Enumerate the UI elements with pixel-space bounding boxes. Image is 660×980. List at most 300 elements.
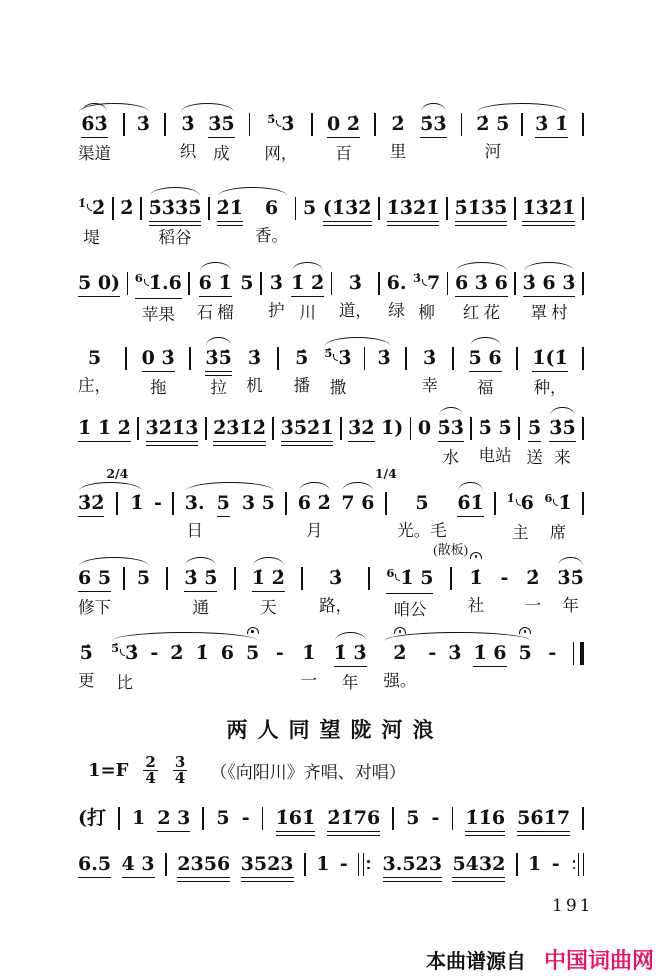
note-token xyxy=(78,852,111,906)
lyric xyxy=(200,669,204,693)
note-text: $^{1̇}$ 6 xyxy=(506,491,534,514)
lyric xyxy=(278,669,282,693)
music-system xyxy=(78,852,584,906)
note-text: $^6$ 1̇ 5 xyxy=(386,566,433,594)
note-token xyxy=(455,196,508,250)
repeat-dots xyxy=(573,860,576,870)
music-system xyxy=(78,416,584,470)
note-text: 5̇ xyxy=(79,642,93,664)
barline xyxy=(452,806,454,830)
grace-note: 6 xyxy=(544,491,558,505)
barline xyxy=(514,271,516,295)
music-system xyxy=(78,641,584,695)
slur-group xyxy=(324,346,390,400)
note-token xyxy=(213,416,266,470)
lyric: 绿 xyxy=(388,301,405,320)
lyric xyxy=(356,519,360,543)
note-token xyxy=(557,566,583,618)
note-text: 5 xyxy=(217,491,230,517)
note-token xyxy=(264,112,297,166)
barline xyxy=(582,416,584,440)
note-text: 3̇2̇ xyxy=(78,491,104,517)
note-token xyxy=(180,112,197,164)
note-token xyxy=(255,196,288,248)
note-text: 5 xyxy=(136,567,151,589)
note-text: 1̇(1̇ xyxy=(532,346,567,372)
grace-note: 5̇ xyxy=(111,641,125,655)
note-token xyxy=(170,641,183,693)
note-text: 2 3 xyxy=(157,806,190,832)
time-signature-change: 2/4 xyxy=(106,466,129,481)
note-token xyxy=(78,112,111,166)
note-token xyxy=(406,806,419,858)
barline xyxy=(405,346,407,370)
note-token xyxy=(240,271,253,323)
slur-group xyxy=(217,196,288,250)
barline xyxy=(311,112,313,136)
note-text: 5̇ xyxy=(295,347,309,369)
barline xyxy=(208,196,210,220)
lyric: 主 xyxy=(512,523,529,542)
note-text: 5̇3̇ xyxy=(420,112,446,138)
note-token xyxy=(452,852,505,906)
lyric: 网， xyxy=(264,144,298,163)
note-text: 3̇ xyxy=(448,642,462,664)
barline xyxy=(374,466,397,515)
note-text: 1̇ 3̇ xyxy=(334,641,367,667)
fermata-icon xyxy=(519,627,531,634)
note-text: 6. xyxy=(386,272,407,294)
note-text: - xyxy=(551,853,560,875)
note-text: - xyxy=(241,807,250,829)
note-text: 2̇ 5̇ xyxy=(476,113,510,135)
lyric xyxy=(265,882,269,906)
barline xyxy=(518,416,520,440)
note-text: 2̇ xyxy=(391,113,405,135)
note-text: 1̇ xyxy=(195,642,209,664)
note-text: - xyxy=(150,642,159,664)
repeat-start-barline xyxy=(358,852,372,876)
note-token xyxy=(122,852,155,906)
note-token xyxy=(455,271,508,325)
note-token xyxy=(339,271,372,323)
barline xyxy=(262,806,264,830)
lyric xyxy=(136,882,140,906)
lyric: 播 xyxy=(293,376,310,395)
music-system xyxy=(78,112,584,166)
time-signature xyxy=(143,755,157,786)
barline xyxy=(582,346,584,370)
note-token xyxy=(78,196,105,250)
note-token xyxy=(549,416,575,470)
barline xyxy=(331,271,333,295)
note-text: $^{5̇}$ 3̇ xyxy=(324,346,352,369)
barline xyxy=(447,271,449,295)
note-text: 7 6 xyxy=(341,492,375,514)
note-text: - xyxy=(339,853,348,875)
note-text: 4 3 xyxy=(122,852,155,878)
note-text: 3 5 xyxy=(241,492,275,514)
note-text: 2̇1̇ xyxy=(217,196,243,222)
note-token xyxy=(196,641,209,693)
lyric: 渠道 xyxy=(78,144,111,163)
lyric: 席 xyxy=(549,523,567,542)
lyric: 种， xyxy=(533,378,567,397)
note-token xyxy=(390,112,407,164)
barline xyxy=(260,271,262,295)
barline xyxy=(295,196,297,220)
note-text: - xyxy=(500,567,509,589)
barline xyxy=(285,491,287,515)
note-text: 5 xyxy=(240,272,254,294)
note-token xyxy=(137,112,150,164)
note-token xyxy=(293,346,310,398)
lyric xyxy=(431,142,435,166)
lyric: 咱公 xyxy=(393,600,427,619)
note-text: 3̇5̇2̇1̇ xyxy=(281,416,334,442)
barline xyxy=(582,271,584,295)
note-token xyxy=(242,806,250,858)
note-token xyxy=(78,806,106,858)
key-line xyxy=(88,755,406,786)
note-token xyxy=(241,852,294,906)
lyric xyxy=(135,519,139,543)
note-text: 5 xyxy=(406,807,420,829)
note-token xyxy=(377,346,390,398)
lyric: 拖 xyxy=(149,378,167,397)
note-token xyxy=(281,416,334,470)
note-text: 3̇ xyxy=(247,347,262,369)
note-text: 1̇3̇2̇1̇ xyxy=(522,196,575,222)
note-text: $^6$ 1̇.6 xyxy=(135,271,182,299)
note-text: 6 1̇ xyxy=(199,271,232,297)
note-token xyxy=(205,346,231,400)
lyric xyxy=(97,301,101,325)
barline xyxy=(125,346,127,370)
note-token xyxy=(197,271,234,325)
note-token xyxy=(246,346,263,398)
page-number: 191 xyxy=(552,896,594,916)
note-text: 6̇3̇ xyxy=(81,112,107,138)
barline xyxy=(433,542,468,590)
note-text: 2̇3̇1̇2̇ xyxy=(213,416,266,442)
note-token xyxy=(476,112,509,164)
lyric xyxy=(533,880,537,904)
lyric: 石 榴 xyxy=(196,303,234,322)
note-token xyxy=(78,566,111,620)
lyric xyxy=(251,669,255,693)
note-token xyxy=(291,271,324,325)
lyric xyxy=(92,882,96,906)
slur-group xyxy=(476,112,568,166)
note-text: 2̇ xyxy=(393,641,406,665)
barline xyxy=(112,196,114,220)
lyric xyxy=(411,226,415,250)
barline xyxy=(582,806,584,830)
lyric: 川 xyxy=(299,303,316,322)
note-token xyxy=(150,641,158,693)
note-text: 1 xyxy=(528,853,542,875)
lyric: 天 xyxy=(260,598,277,617)
lyric: 百 xyxy=(335,144,352,163)
lyric: 织 xyxy=(179,142,197,161)
note-text: 3̇5̇ xyxy=(205,346,231,372)
note-token xyxy=(276,641,284,693)
slur-group xyxy=(78,112,150,166)
note-token xyxy=(78,491,104,545)
barline xyxy=(368,566,370,590)
note-text: 3. xyxy=(184,492,205,514)
note-token xyxy=(132,806,145,858)
note-text: 5 0) xyxy=(78,271,120,297)
lyric: 年 xyxy=(341,673,359,692)
lyric: 更 xyxy=(78,671,95,690)
barline xyxy=(172,491,174,515)
lyric xyxy=(237,446,241,470)
lyric xyxy=(345,226,349,250)
note-text: 2̇ xyxy=(120,197,134,219)
note-text: 3.523 xyxy=(383,852,443,878)
barline xyxy=(516,852,518,876)
note-token xyxy=(217,491,230,545)
note-token xyxy=(135,271,182,327)
lyric: 机 xyxy=(246,376,263,395)
lyric xyxy=(221,521,225,545)
note-token xyxy=(526,416,543,470)
lyric xyxy=(125,224,129,248)
lyric xyxy=(502,594,506,618)
note-token xyxy=(300,641,317,693)
lyric: 道， xyxy=(338,301,372,320)
lyric xyxy=(382,374,386,398)
lyric xyxy=(228,226,232,250)
lyric xyxy=(321,880,325,904)
music-system xyxy=(78,196,584,250)
note-text: $^{3̇}$ 7 xyxy=(412,271,441,294)
note-token xyxy=(142,346,175,400)
lyric: 柳 xyxy=(418,303,435,322)
slur-group xyxy=(383,641,531,695)
note-token xyxy=(479,416,512,468)
repeat-dots xyxy=(367,860,370,870)
lyric: 堤 xyxy=(83,228,100,247)
note-token xyxy=(528,852,541,904)
lyric xyxy=(305,446,309,470)
barline xyxy=(582,112,584,136)
lyric xyxy=(141,594,145,618)
note-token xyxy=(111,641,138,695)
slur-group xyxy=(111,641,259,695)
barline xyxy=(205,416,207,440)
barline xyxy=(166,566,168,590)
lyric xyxy=(202,882,206,906)
lyric xyxy=(152,669,156,693)
time-signature xyxy=(173,755,187,786)
note-text: 6̇1̇ xyxy=(457,491,483,517)
barline xyxy=(272,416,274,440)
note-text: 1 xyxy=(131,807,146,829)
note-token xyxy=(421,346,438,398)
music-system xyxy=(78,466,584,545)
grace-note: 5̇ xyxy=(267,112,281,126)
note-token xyxy=(242,491,275,543)
note-token xyxy=(268,271,285,323)
lyric: 稻谷 xyxy=(158,228,192,247)
note-token xyxy=(535,112,568,166)
note-text: 0 3̇ xyxy=(142,346,175,372)
lyric xyxy=(359,446,363,470)
lyric xyxy=(89,521,93,545)
lyric xyxy=(477,882,481,906)
note-token xyxy=(319,566,352,618)
note-token xyxy=(522,196,575,250)
grace-note: 1̇ xyxy=(78,196,92,210)
note-text: 5 xyxy=(303,197,317,219)
music-system xyxy=(78,271,584,327)
note-token xyxy=(78,641,95,693)
barline xyxy=(494,491,496,515)
note-text: 6 3̇ 6 xyxy=(455,271,508,297)
barline xyxy=(340,416,342,440)
lyric xyxy=(308,224,312,248)
lyric xyxy=(488,671,492,695)
lyric xyxy=(547,226,551,250)
music-system xyxy=(78,542,584,622)
note-token xyxy=(387,271,407,323)
note-text: $^{5̇}$ 3̇ xyxy=(267,112,295,135)
lyric: 电站 xyxy=(478,446,512,465)
lyric: 福 xyxy=(476,378,494,397)
lyric: 通 xyxy=(192,598,210,617)
barline xyxy=(521,112,523,136)
note-text: 3̇5̇ xyxy=(208,112,234,138)
note-token xyxy=(340,852,348,904)
note-token xyxy=(544,491,571,545)
lyric: 香。 xyxy=(254,226,288,245)
note-text: 3̇ xyxy=(422,347,437,369)
note-token xyxy=(473,641,506,695)
note-text: (打 xyxy=(78,807,106,829)
note-text: - xyxy=(428,642,437,664)
lyric: 护 xyxy=(268,301,285,320)
lyric: 社 xyxy=(467,596,485,615)
lyric xyxy=(156,519,160,543)
note-token xyxy=(532,346,567,400)
note-token xyxy=(548,641,556,693)
source-text: 本曲谱源自 xyxy=(425,951,526,973)
lyric: 成 xyxy=(213,144,230,163)
barline xyxy=(582,196,584,220)
note-text: 1̇ 6 xyxy=(473,641,506,667)
lyric xyxy=(468,521,472,545)
barline xyxy=(392,806,394,830)
note-token xyxy=(177,852,230,906)
note-text: 3̇2̇1̇3̇ xyxy=(146,416,199,442)
note-token xyxy=(507,491,534,545)
lyric xyxy=(422,444,426,468)
lyric xyxy=(410,882,414,906)
note-text: 3̇ 5̇ xyxy=(184,566,217,592)
lyric xyxy=(225,669,229,693)
note-token xyxy=(383,852,443,906)
note-text: 6.5 xyxy=(78,852,111,878)
note-text: - xyxy=(275,642,284,664)
note-token xyxy=(78,416,131,470)
note-token xyxy=(438,416,464,470)
barline xyxy=(123,112,125,136)
music-system xyxy=(78,346,584,400)
lyric: 路， xyxy=(319,596,353,615)
barline xyxy=(202,806,204,830)
note-token xyxy=(149,196,202,250)
lyric xyxy=(430,669,434,693)
lyric: 里 xyxy=(389,142,407,161)
note-text: 3̇ xyxy=(181,113,195,135)
lyric: 修下 xyxy=(78,598,112,617)
note-text: $^{5̇}$ 3̇ xyxy=(111,641,139,664)
performance-note: （《向阳川》齐唱、对唱） xyxy=(210,763,406,782)
lyric xyxy=(390,444,394,468)
note-text: 1̇ xyxy=(302,642,316,664)
note-token xyxy=(418,416,431,468)
note-text: 5432 xyxy=(452,852,505,878)
lyric xyxy=(256,519,260,543)
note-text: 3̇5̇ xyxy=(557,567,584,589)
lyric xyxy=(175,669,179,693)
note-text: 5̇3̇ xyxy=(438,416,464,442)
note-text: - xyxy=(431,807,440,829)
note-token xyxy=(78,271,120,325)
note-text: 56̇1̇7 xyxy=(517,806,570,832)
barline xyxy=(516,346,518,370)
note-token xyxy=(383,641,416,693)
barline xyxy=(446,196,448,220)
note-text: 3̇ xyxy=(269,272,284,294)
grace-note: 1̇ xyxy=(507,491,521,505)
note-token xyxy=(217,196,243,250)
barline xyxy=(470,416,472,440)
meter-denominator: 4 xyxy=(145,769,156,787)
note-text: 3̇ xyxy=(377,347,391,369)
lyric: 月 xyxy=(306,521,323,540)
note-text: 5̇3̇3̇5̇ xyxy=(149,196,202,222)
note-token xyxy=(246,641,259,693)
lyric: 一 xyxy=(524,596,542,615)
repeat-end-barline xyxy=(570,852,584,876)
note-text: 2356 xyxy=(177,852,230,878)
note-text: 2̇1̇76 xyxy=(327,806,380,832)
note-text: 3523 xyxy=(241,852,294,878)
note-text: 5̇ 5̇ xyxy=(478,417,512,439)
lyric xyxy=(479,226,483,250)
note-token xyxy=(386,566,433,622)
note-token xyxy=(316,852,329,904)
note-token xyxy=(185,491,205,543)
barline xyxy=(364,346,366,370)
lyric xyxy=(170,446,174,470)
note-token xyxy=(468,566,485,618)
lyric xyxy=(550,142,554,166)
barline xyxy=(461,112,463,136)
note-token xyxy=(432,806,440,858)
note-token xyxy=(413,271,440,325)
note-text: 5 xyxy=(216,807,230,829)
grace-note: 6 xyxy=(386,566,400,580)
note-text: - xyxy=(548,642,557,664)
slur-group xyxy=(78,466,144,545)
note-token xyxy=(501,566,509,618)
lyric xyxy=(245,299,249,323)
